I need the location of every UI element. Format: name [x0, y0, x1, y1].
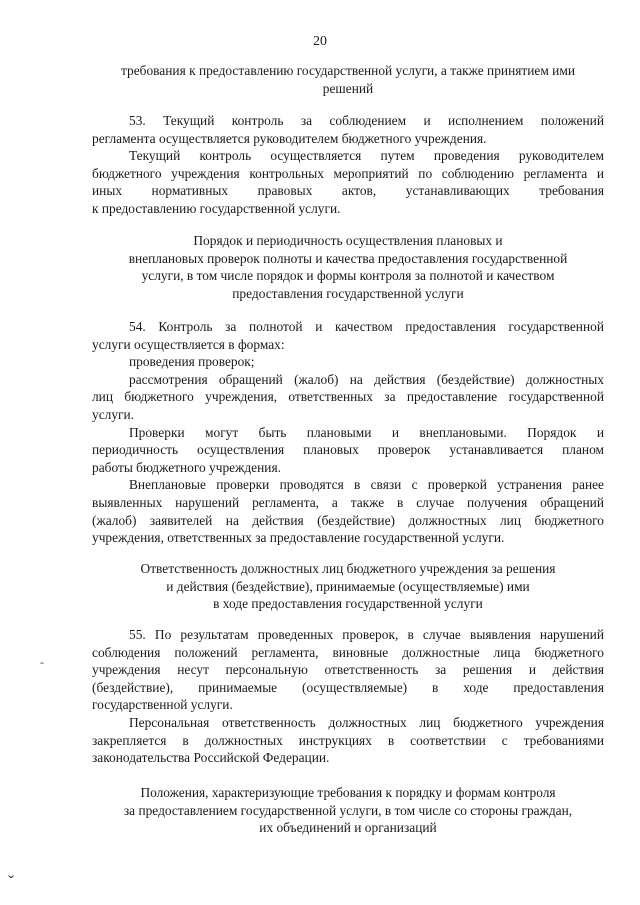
text-line: законодательства Российской Федерации. — [92, 750, 330, 766]
text-line: работы бюджетного учреждения. — [92, 459, 281, 475]
text-line: (жалоб) заявителей на действия (бездействие) должностных лиц бюджетного — [92, 512, 604, 528]
text-line: услуги. — [92, 406, 135, 422]
text-line: Внеплановые проверки проводятся в связи с проверкой устранения ранее — [129, 477, 604, 493]
text-line: учреждения несут персональную ответственность за решения и действия — [92, 662, 604, 678]
section-heading-control-requirements — [92, 784, 604, 837]
text-line: (бездействие), принимаемые (осуществляемые) в ходе предоставления — [92, 679, 604, 695]
paragraph-54 — [92, 318, 604, 547]
page-number: 20 — [313, 34, 327, 49]
text-line: Персональная ответственность должностных лиц бюджетного учреждения — [129, 714, 604, 730]
text-line: Текущий контроль осуществляется путем проведения руководителем — [129, 148, 604, 164]
text-line: в ходе предоставления государственной услуги — [213, 596, 483, 612]
text-line: 55. По результатам проведенных проверок, в случае выявления нарушений — [129, 627, 604, 642]
text-line: лиц бюджетного учреждения, ответственных за предоставление государственной — [92, 389, 604, 405]
text-line: закрепляется в должностных инструкциях в соответствии с требованиями — [92, 732, 604, 748]
continuation-heading — [92, 62, 604, 97]
text-line: государственной услуги. — [92, 697, 233, 713]
text-line: к предоставлению государственной услуги. — [92, 200, 341, 216]
text-line: предоставления государственной услуги — [232, 285, 464, 301]
text-line: их объединений и организаций — [259, 820, 437, 836]
text-line: внеплановых проверок полноты и качества предоставления государственной — [128, 250, 568, 266]
text-line: Положения, характеризующие требования к порядку и формам контроля — [140, 785, 556, 800]
text-line: требования к предоставлению государственной услуги, а также принятием ими — [121, 63, 575, 78]
section-heading-responsibility — [92, 560, 604, 613]
text-line: периодичность осуществления плановых проверок устанавливается планом — [92, 442, 604, 458]
text-line: и действия (бездействие), принимаемые (осуществляемые) ими — [166, 578, 530, 594]
text-line: учреждения, ответственных за предоставление государственной услуги. — [92, 530, 505, 546]
paragraph-53 — [92, 112, 604, 218]
scan-mark: - — [40, 655, 44, 669]
text-line: иных нормативных правовых актов, устанавливающих требования — [92, 183, 604, 199]
text-line: Проверки могут быть плановыми и внеплановыми. Порядок и — [129, 424, 604, 440]
scan-mark: ˇ — [8, 872, 14, 892]
text-line: услуги, в том числе порядок и формы контроля за полнотой и качеством — [141, 268, 555, 284]
text-line: 53. Текущий контроль за соблюдением и исполнением положений — [129, 113, 604, 128]
text-line: решений — [322, 80, 374, 96]
section-heading-periodicity — [92, 232, 604, 302]
text-line: Ответственность должностных лиц бюджетного учреждения за решения — [140, 561, 556, 576]
text-line: выявленных нарушений регламента, а также в случае получения обращений — [92, 494, 604, 510]
text-line: соблюдения положений регламента, виновные должностные лица бюджетного — [92, 644, 604, 660]
text-line: бюджетного учреждения контрольных мероприятий по соблюдению регламента и — [92, 165, 604, 181]
paragraph-55 — [92, 626, 604, 767]
text-line: проведения проверок; — [129, 354, 255, 370]
text-line: 54. Контроль за полнотой и качеством предоставления государственной — [129, 319, 604, 334]
text-line: регламента осуществляется руководителем бюджетного учреждения. — [92, 130, 487, 146]
text-line: за предоставлением государственной услуги, в том числе со стороны граждан, — [123, 802, 573, 818]
text-line: услуги осуществляется в формах: — [92, 336, 285, 352]
text-line: Порядок и периодичность осуществления плановых и — [193, 233, 503, 248]
text-line: рассмотрения обращений (жалоб) на действия (бездействие) должностных — [129, 371, 604, 387]
